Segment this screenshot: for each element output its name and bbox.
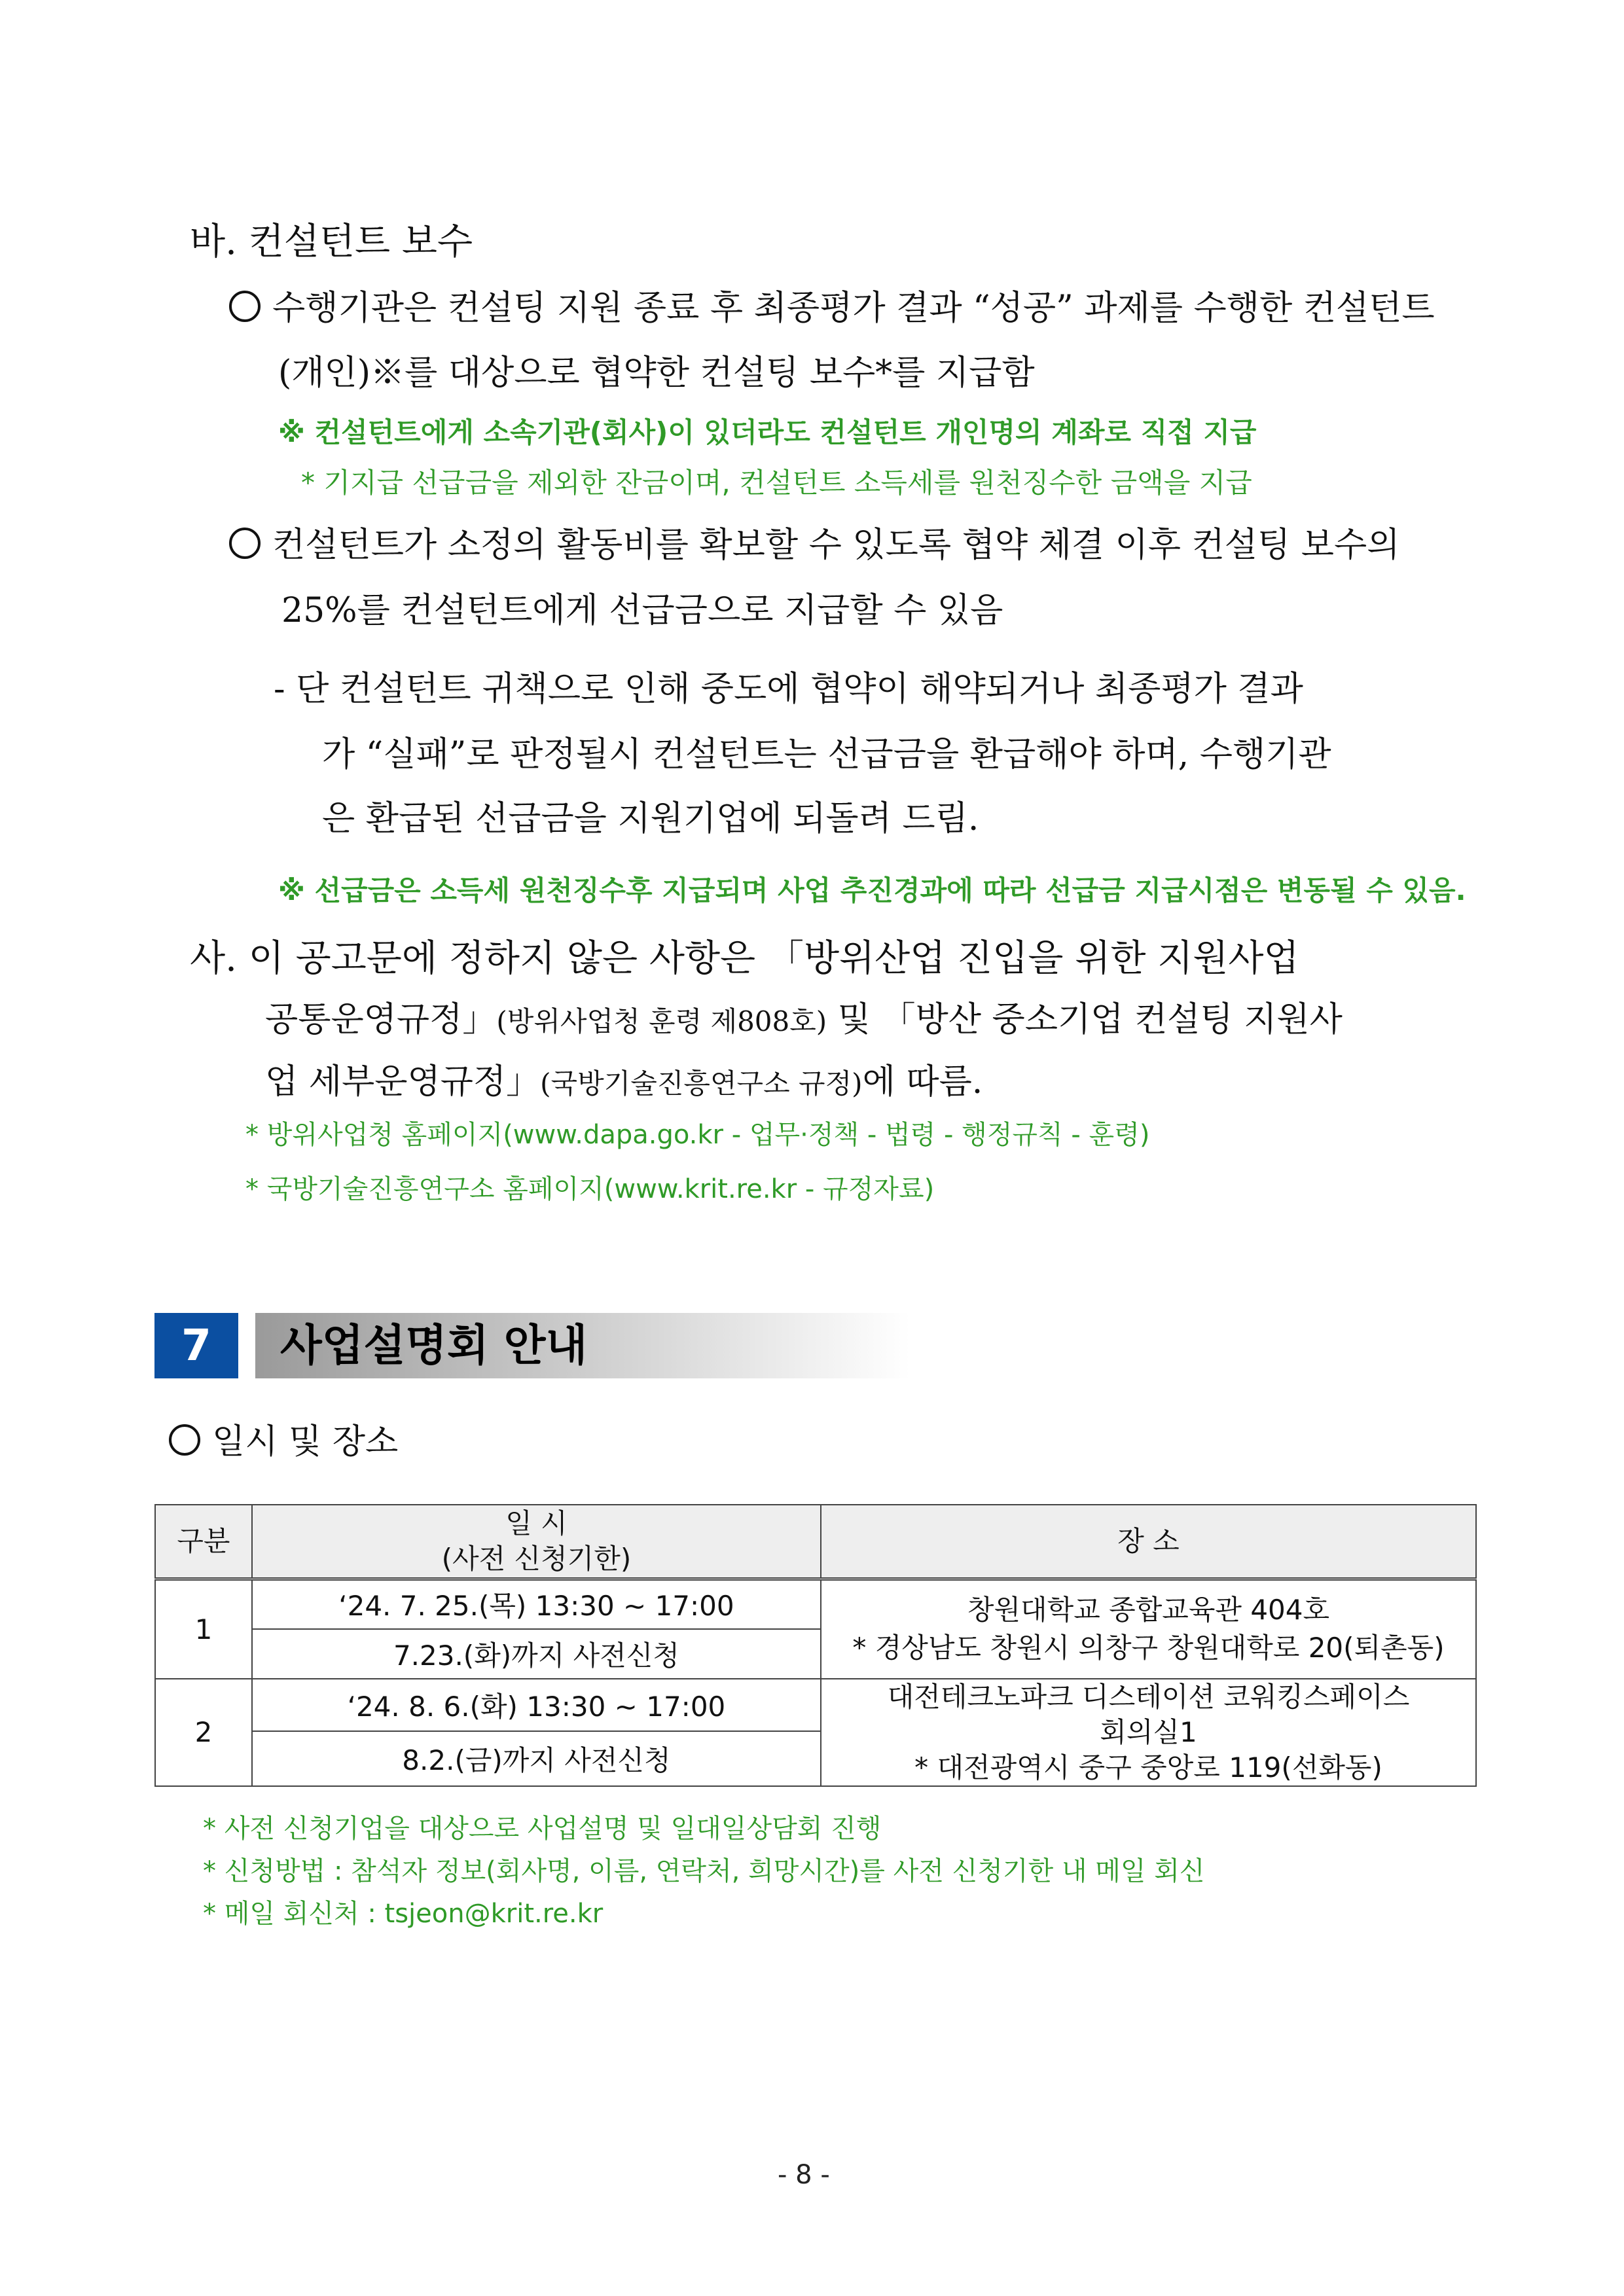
circle-bullet-icon (229, 291, 261, 322)
circle-bullet-icon (169, 1424, 200, 1456)
reference-dapa: * 방위사업청 홈페이지(www.dapa.go.kr - 업무·정책 - 법령 - 행정규칙 - 훈령) (245, 1120, 1150, 1150)
section-7-title: 사업설명회 안내 (280, 1320, 588, 1371)
header-place: 장 소 (821, 1505, 1476, 1579)
note-reply-email: * 메일 회신처 : tsjeon@krit.re.kr (203, 1899, 604, 1929)
session-place: 대전테크노파크 디스테이션 코워킹스페이스 회의실1 * 대전광역시 중구 중앙로 119(선화동) (821, 1679, 1476, 1786)
schedule-subheading: 일시 및 장소 (169, 1414, 398, 1463)
note-session-target: * 사전 신청기업을 대상으로 사업설명 및 일대일상담회 진행 (203, 1814, 882, 1844)
note-apply-method: * 신청방법 : 참석자 정보(회사명, 이름, 연락처, 희망시간)를 사전 신청기한 내 메일 회신 (203, 1856, 1205, 1886)
section-sa-line3: 업 세부운영규정」(국방기술진흥연구소 규정)에 따름. (265, 1062, 983, 1102)
dash-line1: - 단 컨설턴트 귀책으로 인해 중도에 협약이 해약되거나 최종평가 결과 (274, 670, 1303, 709)
dash-line3: 은 환급된 선급금을 지원기업에 되돌려 드림. (322, 799, 979, 838)
bullet1-line2: (개인)※를 대상으로 협약한 컨설팅 보수*를 지급함 (278, 353, 1035, 393)
circle-bullet-icon (229, 528, 261, 559)
table-row (155, 1679, 1476, 1732)
session-place: 창원대학교 종합교육관 404호 * 경상남도 창원시 의창구 창원대학로 20(퇴촌동) (821, 1579, 1476, 1679)
row-number: 2 (155, 1679, 252, 1786)
note-1: ※ 컨설턴트에게 소속기관(회사)이 있더라도 컨설턴트 개인명의 계좌로 직접 지급 (278, 416, 1257, 448)
table-row (155, 1579, 1476, 1629)
note-2: * 기지급 선급금을 제외한 잔금이며, 컨설턴트 소득세를 원천징수한 금액을 지급 (301, 467, 1252, 499)
session-date: ‘24. 7. 25.(목) 13:30 ~ 17:00 (252, 1579, 821, 1629)
bullet2-line2: 25%를 컨설턴트에게 선급금으로 지급할 수 있음 (281, 591, 1003, 630)
section-7-number: 7 (154, 1313, 238, 1378)
table-header-row (155, 1505, 1476, 1579)
note-3: ※ 선급금은 소득세 원천징수후 지급되며 사업 추진경과에 따라 선급금 지급시점은 변동될 수 있음. (278, 874, 1466, 906)
reference-krit: * 국방기술진흥연구소 홈페이지(www.krit.re.kr - 규정자료) (245, 1174, 935, 1204)
session-deadline: 7.23.(화)까지 사전신청 (252, 1629, 821, 1679)
bullet2-line1: 컨설턴트가 소정의 활동비를 확보할 수 있도록 협약 체결 이후 컨설팅 보수의 (229, 517, 1400, 566)
session-date: ‘24. 8. 6.(화) 13:30 ~ 17:00 (252, 1679, 821, 1732)
section-sa-line1: 사. 이 공고문에 정하지 않은 사항은 「방위산업 진입을 위한 지원사업 (190, 937, 1299, 980)
row-number: 1 (155, 1579, 252, 1679)
header-gubun: 구분 (155, 1505, 252, 1579)
session-deadline: 8.2.(금)까지 사전신청 (252, 1731, 821, 1785)
header-date: 일 시 (사전 신청기한) (252, 1505, 821, 1579)
section-ba-heading: 바. 컨설턴트 보수 (190, 221, 473, 263)
dash-line2: 가 “실패”로 판정될시 컨설턴트는 선급금을 환급해야 하며, 수행기관 (322, 735, 1331, 774)
schedule-table (154, 1504, 1477, 1787)
bullet1-line1: 수행기관은 컨설팅 지원 종료 후 최종평가 결과 “성공” 과제를 수행한 컨설턴트 (229, 280, 1477, 329)
section-sa-line2: 공통운영규정」(방위사업청 훈령 제808호) 및 「방산 중소기업 컨설팅 지원사 (265, 1000, 1343, 1039)
page-number: - 8 - (778, 2160, 830, 2190)
